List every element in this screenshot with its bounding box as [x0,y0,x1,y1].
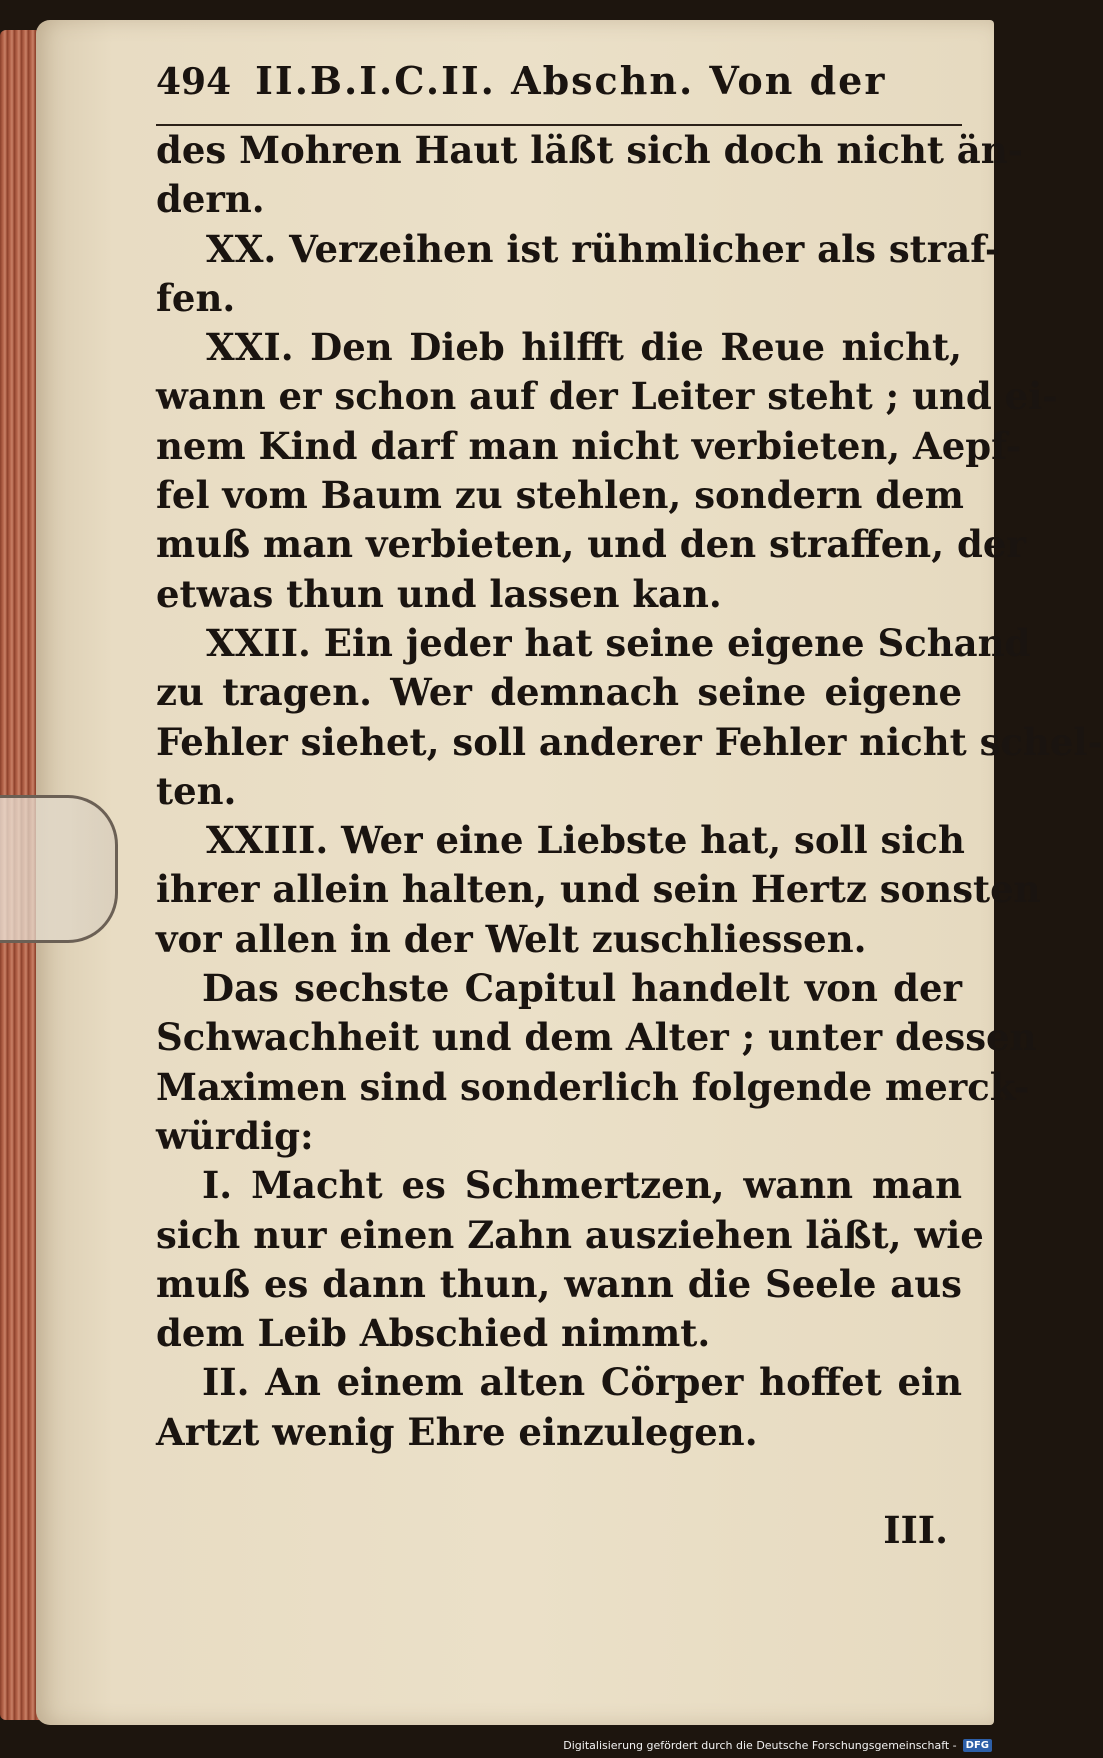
text-line: wann er schon auf der Leiter steht ; und ei- [156,374,1058,419]
page-text [156,58,1103,1457]
text-line: Maximen sind sonderlich folgende merck- [156,1064,1030,1109]
text-line: fen. [156,275,236,320]
text-line: Fehler siehet, soll anderer Fehler nicht schel- [156,719,1103,764]
text-line: sich nur einen Zahn ausziehen läßt, wie [156,1212,984,1257]
text-line: Schwachheit und dem Alter ; unter dessen [156,1015,1037,1060]
text-line: dern. [156,177,265,222]
footer-credit: Digitalisierung gefördert durch die Deutsche Forschungsgemeinschaft - [563,1739,957,1752]
text-line: des Mohren Haut läßt sich doch nicht än- [156,128,1024,172]
text-line: muß man verbieten, und den straffen, der [156,522,1026,567]
dfg-logo: DFG [963,1739,992,1752]
page-number: 494 [156,61,232,103]
text-line: nem Kind darf man nicht verbieten, Aepf- [156,423,1022,468]
text-line: I. Macht es Schmertzen, wann man [202,1163,962,1208]
text-line: Artzt wenig Ehre einzulegen. [156,1409,758,1454]
page-clip [0,795,118,943]
text-line: ihrer allein halten, und sein Hertz sonsten [156,867,1041,912]
text-line: ten. [156,768,237,813]
text-line: XX. Verzeihen ist rühmlicher als straf- [206,226,1001,271]
text-line: würdig: [156,1113,314,1158]
text-lines [156,126,1103,1457]
text-line: muß es dann thun, wann die Seele aus [156,1261,962,1306]
text-line: zu tragen. Wer demnach seine eigene [156,670,962,715]
catchword: III. [883,1508,948,1552]
text-line: fel vom Baum zu stehlen, sondern dem [156,473,964,518]
digitization-footer [563,1739,992,1752]
text-line: Das sechste Capitul handelt von der [202,966,962,1011]
text-line: XXII. Ein jeder hat seine eigene Schand [206,620,1031,665]
text-line: II. An einem alten Cörper hoffet ein [202,1360,962,1405]
page-header [156,58,962,126]
text-line: vor allen in der Welt zuschliessen. [156,916,867,961]
text-line: dem Leib Abschied nimmt. [156,1311,711,1356]
text-line: XXI. Den Dieb hilfft die Reue nicht, [206,325,962,370]
text-line: XXIII. Wer eine Liebste hat, soll sich [206,818,965,863]
text-line: etwas thun und lassen kan. [156,571,722,616]
running-head: II.B.I.C.II. Abschn. Von der [255,58,887,103]
